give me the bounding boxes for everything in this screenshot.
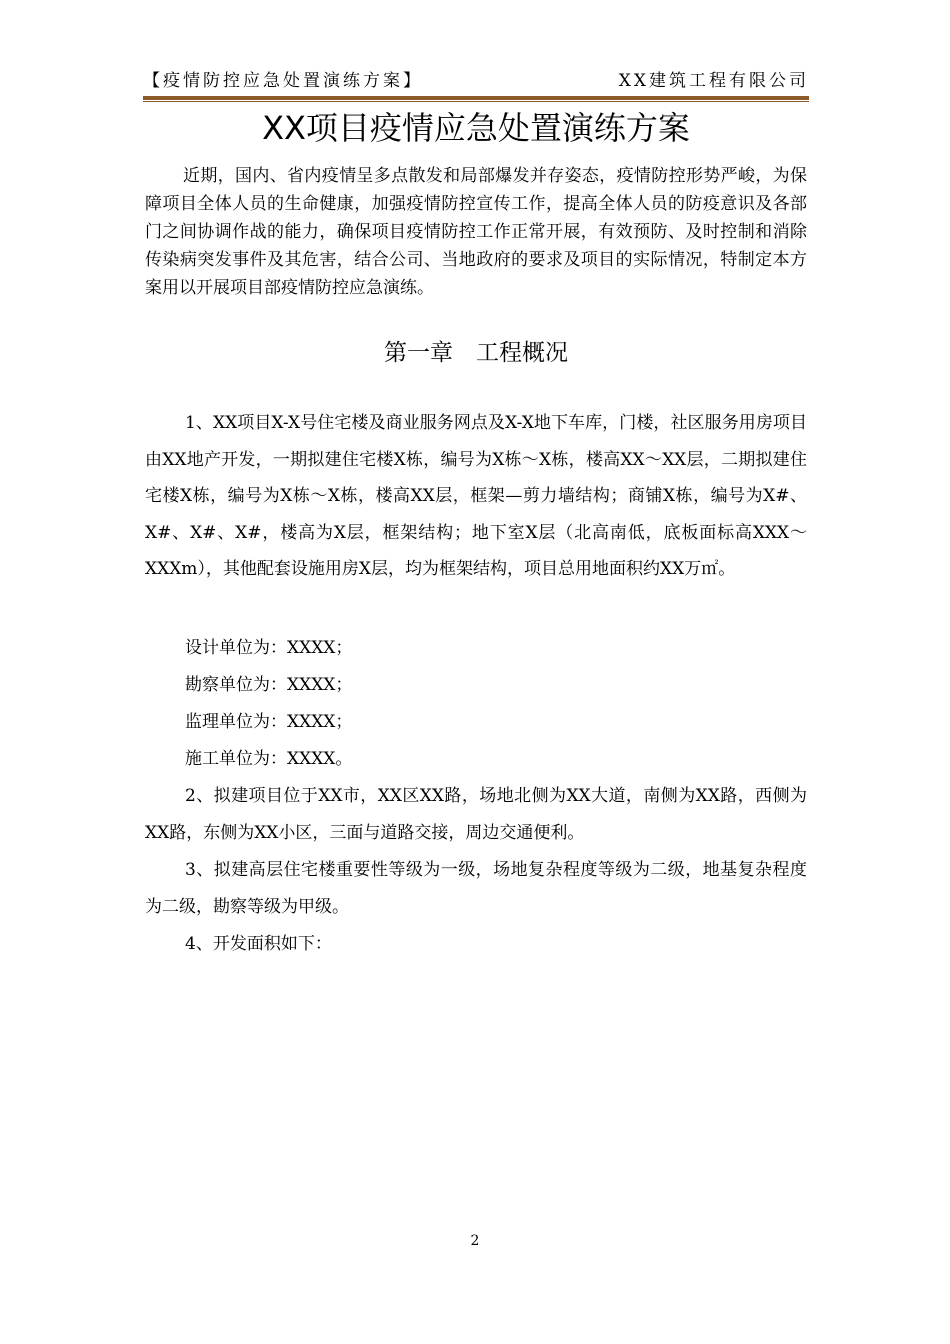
paragraph-3: 3、拟建高层住宅楼重要性等级为一级，场地复杂程度等级为二级，地基复杂程度为二级，勘察等级为甲级。 — [145, 860, 807, 917]
survey-unit-line: 勘察单位为：XXXX； — [185, 675, 353, 695]
chapter-heading: 第一章 工程概况 — [384, 340, 568, 366]
design-unit-line: 设计单位为：XXXX； — [185, 638, 353, 658]
header-company-name: XX建筑工程有限公司 — [618, 71, 809, 91]
paragraph-2: 2、拟建项目位于XX市，XX区XX路，场地北侧为XX大道，南侧为XX路，西侧为XX路，东侧为XX小区，三面与道路交接，周边交通便利。 — [145, 786, 807, 843]
header-rule-thin — [143, 101, 809, 102]
construction-unit-line: 施工单位为：XXXX。 — [185, 749, 353, 769]
page-title: XX项目疫情应急处置演练方案 — [262, 109, 690, 147]
page-header — [143, 60, 809, 94]
supervision-unit-line: 监理单位为：XXXX； — [185, 712, 353, 732]
intro-paragraph: 近期，国内、省内疫情呈多点散发和局部爆发并存姿态，疫情防控形势严峻，为保障项目全体人员的生命健康，加强疫情防控宣传工作，提高全体人员的防疫意识及各部门之间协调作战的能力，确保项目疫情防控工作正常开展，有效预防、及时控制和消除传染病突发事件及其危害，结合公司、当地政府的要求及项目的实际情况，特制定本方案用以开展项目部疫情防控应急演练。 — [145, 166, 807, 298]
header-document-title: 【疫情防控应急处置演练方案】 — [143, 71, 423, 91]
paragraph-4: 4、开发面积如下： — [185, 934, 332, 954]
page-number: 2 — [470, 1233, 480, 1249]
paragraph-1: 1、XX项目X-X号住宅楼及商业服务网点及X-X地下车库，门楼，社区服务用房项目由XX地产开发，一期拟建住宅楼X栋，编号为X栋～X栋，楼高XX～XX层，二期拟建住宅楼X栋，编号为X栋～X栋，楼高XX层，框架—剪力墙结构；商铺X栋，编号为X#、X#、X#、X#，楼高为X层，框架结构；地下室X层（北高南低，底板面标高XXX～XXXm），其他配套设施用房X层，均为框架结构，项目总用地面积约XX万㎡。 — [145, 413, 807, 579]
header-rule — [143, 96, 809, 100]
